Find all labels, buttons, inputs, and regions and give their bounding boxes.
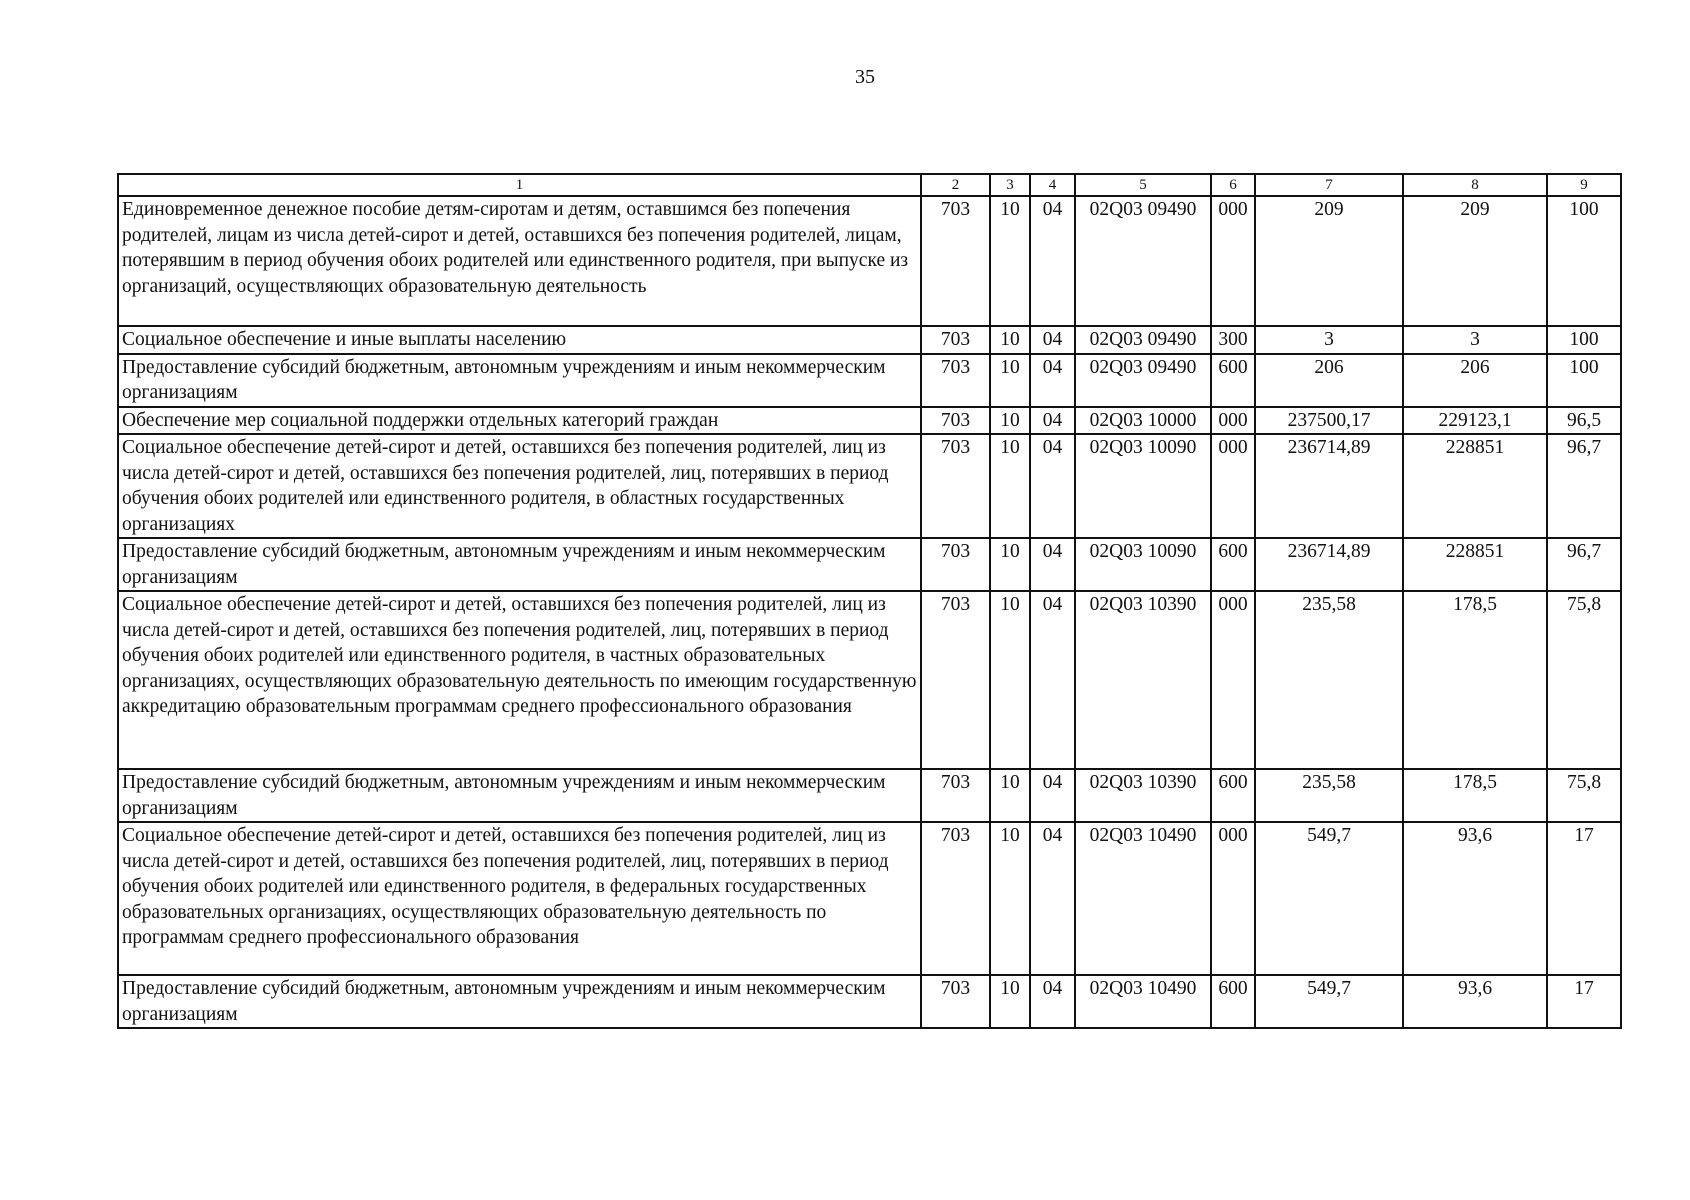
cell-code-3: 10: [990, 326, 1030, 354]
cell-value-7: 235,58: [1255, 591, 1403, 769]
cell-code-4: 04: [1030, 196, 1075, 326]
budget-table: [117, 173, 1622, 1029]
cell-value-7: 236714,89: [1255, 434, 1403, 538]
cell-value-7: 549,7: [1255, 975, 1403, 1028]
table-row: [118, 196, 1621, 326]
cell-code-5: 02Q03 10390: [1075, 769, 1211, 822]
cell-value-9: 100: [1547, 354, 1621, 407]
column-header: 3: [990, 174, 1030, 196]
cell-value-8: 178,5: [1403, 769, 1547, 822]
cell-value-7: 236714,89: [1255, 538, 1403, 591]
cell-value-7: 206: [1255, 354, 1403, 407]
column-header: 2: [921, 174, 990, 196]
cell-code-5: 02Q03 10090: [1075, 434, 1211, 538]
cell-value-9: 96,7: [1547, 538, 1621, 591]
cell-code-2: 703: [921, 196, 990, 326]
cell-code-3: 10: [990, 769, 1030, 822]
cell-code-4: 04: [1030, 326, 1075, 354]
row-description: Социальное обеспечение детей-сирот и детей, оставшихся без попечения родителей, лиц из числа детей-сирот и детей, оставшихся без попечения родителей, лиц, потерявших в период обучения обоих родителей или единственного родителя, в областных государственных организациях: [118, 434, 921, 538]
cell-code-6: 000: [1211, 822, 1255, 975]
cell-code-3: 10: [990, 196, 1030, 326]
table-row: [118, 822, 1621, 975]
cell-code-3: 10: [990, 354, 1030, 407]
cell-code-2: 703: [921, 769, 990, 822]
cell-code-5: 02Q03 10390: [1075, 591, 1211, 769]
cell-code-6: 000: [1211, 196, 1255, 326]
cell-value-8: 228851: [1403, 538, 1547, 591]
cell-code-6: 000: [1211, 407, 1255, 435]
table-row: [118, 326, 1621, 354]
cell-code-2: 703: [921, 591, 990, 769]
cell-code-6: 600: [1211, 354, 1255, 407]
table-row: [118, 769, 1621, 822]
cell-code-6: 300: [1211, 326, 1255, 354]
cell-value-9: 96,7: [1547, 434, 1621, 538]
cell-code-3: 10: [990, 591, 1030, 769]
cell-code-2: 703: [921, 538, 990, 591]
cell-value-7: 237500,17: [1255, 407, 1403, 435]
cell-value-9: 75,8: [1547, 769, 1621, 822]
cell-code-5: 02Q03 09490: [1075, 196, 1211, 326]
cell-code-5: 02Q03 10090: [1075, 538, 1211, 591]
column-header: 8: [1403, 174, 1547, 196]
cell-code-2: 703: [921, 354, 990, 407]
table-row: [118, 407, 1621, 435]
cell-code-5: 02Q03 10000: [1075, 407, 1211, 435]
column-header: 6: [1211, 174, 1255, 196]
row-description: Социальное обеспечение детей-сирот и детей, оставшихся без попечения родителей, лиц из числа детей-сирот и детей, оставшихся без попечения родителей, лиц, потерявших в период обучения обоих родителей или единственного родителя, в федеральных государственных образовательных организациях, осуществляющих образовательную деятельность по программам среднего профессионального образования: [118, 822, 921, 975]
cell-value-8: 3: [1403, 326, 1547, 354]
cell-code-3: 10: [990, 538, 1030, 591]
row-description: Социальное обеспечение детей-сирот и детей, оставшихся без попечения родителей, лиц из числа детей-сирот и детей, оставшихся без попечения родителей, лиц, потерявших в период обучения обоих родителей или единственного родителя, в частных образовательных организациях, осуществляющих образовательную деятельность по имеющим государственную аккредитацию образовательным программам среднего профессионального образования: [118, 591, 921, 769]
cell-value-8: 178,5: [1403, 591, 1547, 769]
cell-code-6: 600: [1211, 538, 1255, 591]
cell-value-9: 100: [1547, 326, 1621, 354]
cell-value-9: 96,5: [1547, 407, 1621, 435]
cell-value-7: 3: [1255, 326, 1403, 354]
cell-value-8: 209: [1403, 196, 1547, 326]
table-header-row: [118, 174, 1621, 196]
table-row: [118, 538, 1621, 591]
cell-value-8: 93,6: [1403, 975, 1547, 1028]
cell-code-6: 000: [1211, 591, 1255, 769]
cell-code-3: 10: [990, 822, 1030, 975]
cell-code-6: 600: [1211, 769, 1255, 822]
cell-code-4: 04: [1030, 591, 1075, 769]
cell-code-3: 10: [990, 407, 1030, 435]
cell-code-4: 04: [1030, 769, 1075, 822]
cell-code-5: 02Q03 09490: [1075, 326, 1211, 354]
cell-value-7: 235,58: [1255, 769, 1403, 822]
column-header: 5: [1075, 174, 1211, 196]
cell-code-4: 04: [1030, 538, 1075, 591]
table-row: [118, 591, 1621, 769]
cell-value-9: 17: [1547, 975, 1621, 1028]
cell-code-2: 703: [921, 975, 990, 1028]
cell-code-2: 703: [921, 326, 990, 354]
cell-value-9: 17: [1547, 822, 1621, 975]
cell-value-8: 206: [1403, 354, 1547, 407]
cell-value-8: 229123,1: [1403, 407, 1547, 435]
row-description: Обеспечение мер социальной поддержки отдельных категорий граждан: [118, 407, 921, 435]
column-header: 4: [1030, 174, 1075, 196]
column-header: 1: [118, 174, 921, 196]
cell-code-5: 02Q03 10490: [1075, 822, 1211, 975]
cell-code-4: 04: [1030, 434, 1075, 538]
cell-code-4: 04: [1030, 407, 1075, 435]
cell-code-2: 703: [921, 434, 990, 538]
table-row: [118, 354, 1621, 407]
cell-value-8: 93,6: [1403, 822, 1547, 975]
table-row: [118, 434, 1621, 538]
row-description: Предоставление субсидий бюджетным, автономным учреждениям и иным некоммерческим организациям: [118, 538, 921, 591]
cell-code-2: 703: [921, 822, 990, 975]
cell-code-5: 02Q03 10490: [1075, 975, 1211, 1028]
column-header: 7: [1255, 174, 1403, 196]
cell-code-3: 10: [990, 975, 1030, 1028]
cell-value-7: 549,7: [1255, 822, 1403, 975]
row-description: Предоставление субсидий бюджетным, автономным учреждениям и иным некоммерческим организациям: [118, 769, 921, 822]
cell-code-6: 000: [1211, 434, 1255, 538]
cell-code-4: 04: [1030, 354, 1075, 407]
column-header: 9: [1547, 174, 1621, 196]
cell-value-9: 100: [1547, 196, 1621, 326]
cell-code-4: 04: [1030, 822, 1075, 975]
page-number: 35: [855, 66, 875, 88]
row-description: Предоставление субсидий бюджетным, автономным учреждениям и иным некоммерческим организациям: [118, 975, 921, 1028]
cell-code-4: 04: [1030, 975, 1075, 1028]
table-row: [118, 975, 1621, 1028]
cell-value-9: 75,8: [1547, 591, 1621, 769]
row-description: Предоставление субсидий бюджетным, автономным учреждениям и иным некоммерческим организациям: [118, 354, 921, 407]
row-description: Единовременное денежное пособие детям-сиротам и детям, оставшимся без попечения родителей, лицам из числа детей-сирот и детей, оставшихся без попечения родителей, лицам, потерявшим в период обучения обоих родителей или единственного родителя, при выпуске из организаций, осуществляющих образовательную деятельность: [118, 196, 921, 326]
cell-code-6: 600: [1211, 975, 1255, 1028]
cell-value-7: 209: [1255, 196, 1403, 326]
cell-code-3: 10: [990, 434, 1030, 538]
cell-code-5: 02Q03 09490: [1075, 354, 1211, 407]
cell-code-2: 703: [921, 407, 990, 435]
cell-value-8: 228851: [1403, 434, 1547, 538]
row-description: Социальное обеспечение и иные выплаты населению: [118, 326, 921, 354]
